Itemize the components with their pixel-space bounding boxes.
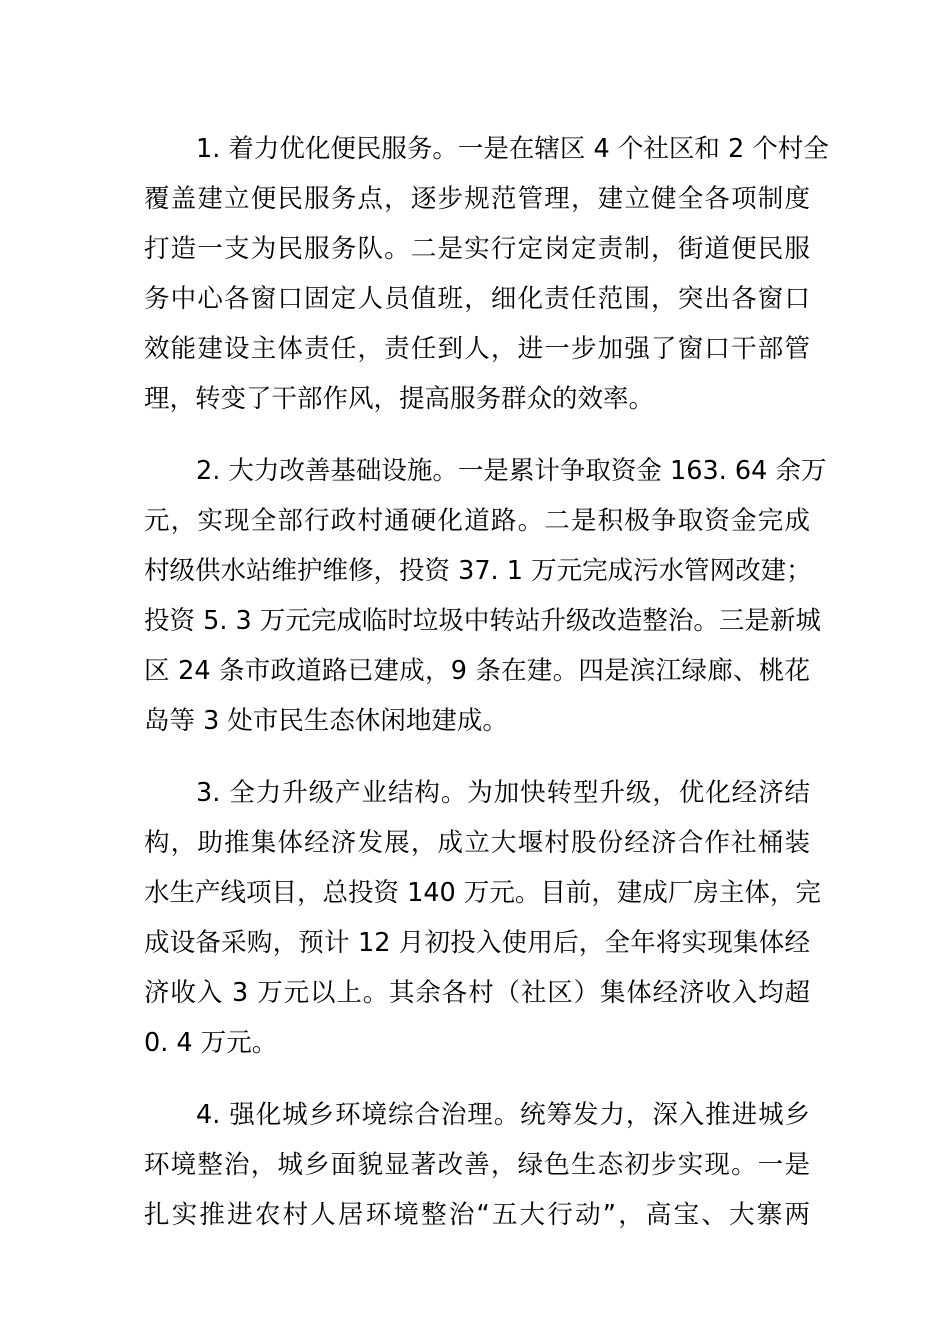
text-line: 村级供水站维护维修，投资 37. 1 万元完成污水管网改建； [144,556,812,586]
paragraph-infrastructure [144,446,827,746]
text-line: 2. 大力改善基础设施。一是累计争取资金 163. 64 余万 [196,456,827,486]
text-line: 务中心各窗口固定人员值班，细化责任范围，突出各窗口 [144,284,810,314]
text-line: 水生产线项目，总投资 140 万元。目前，建成厂房主体，完 [144,878,821,908]
text-line: 扎实推进农村人居环境整治“五大行动”，高宝、大寨两 [144,1200,810,1230]
text-line: 元，实现全部行政村通硬化道路。二是积极争取资金完成 [144,506,810,536]
text-line: 打造一支为民服务队。二是实行定岗定责制，街道便民服 [144,234,810,264]
paragraph-convenience-services [144,124,829,424]
text-line: 岛等 3 处市民生态休闲地建成。 [144,706,508,736]
text-line: 0. 4 万元。 [144,1028,278,1058]
text-line: 构，助推集体经济发展，成立大堰村股份经济合作社桶装 [144,828,810,858]
text-line: 区 24 条市政道路已建成，9 条在建。四是滨江绿廊、桃花 [144,656,810,686]
text-line: 成设备采购，预计 12 月初投入使用后，全年将实现集体经 [144,928,810,958]
text-line: 3. 全力升级产业结构。为加快转型升级，优化经济结 [196,778,810,808]
paragraph-industry-structure [144,768,821,1068]
text-line: 环境整治，城乡面貌显著改善，绿色生态初步实现。一是 [144,1150,810,1180]
text-line: 1. 着力优化便民服务。一是在辖区 4 个社区和 2 个村全 [196,134,829,164]
text-line: 4. 强化城乡环境综合治理。统筹发力，深入推进城乡 [196,1100,810,1130]
text-line: 投资 5. 3 万元完成临时垃圾中转站升级改造整治。三是新城 [144,606,821,636]
document-page [144,124,829,1262]
text-line: 济收入 3 万元以上。其余各村（社区）集体经济收入均超 [144,978,810,1008]
text-line: 效能建设主体责任，责任到人，进一步加强了窗口干部管 [144,334,810,364]
text-line: 覆盖建立便民服务点，逐步规范管理，建立健全各项制度 [144,184,810,214]
text-line: 理，转变了干部作风，提高服务群众的效率。 [144,384,655,414]
paragraph-environment-governance [144,1090,810,1240]
